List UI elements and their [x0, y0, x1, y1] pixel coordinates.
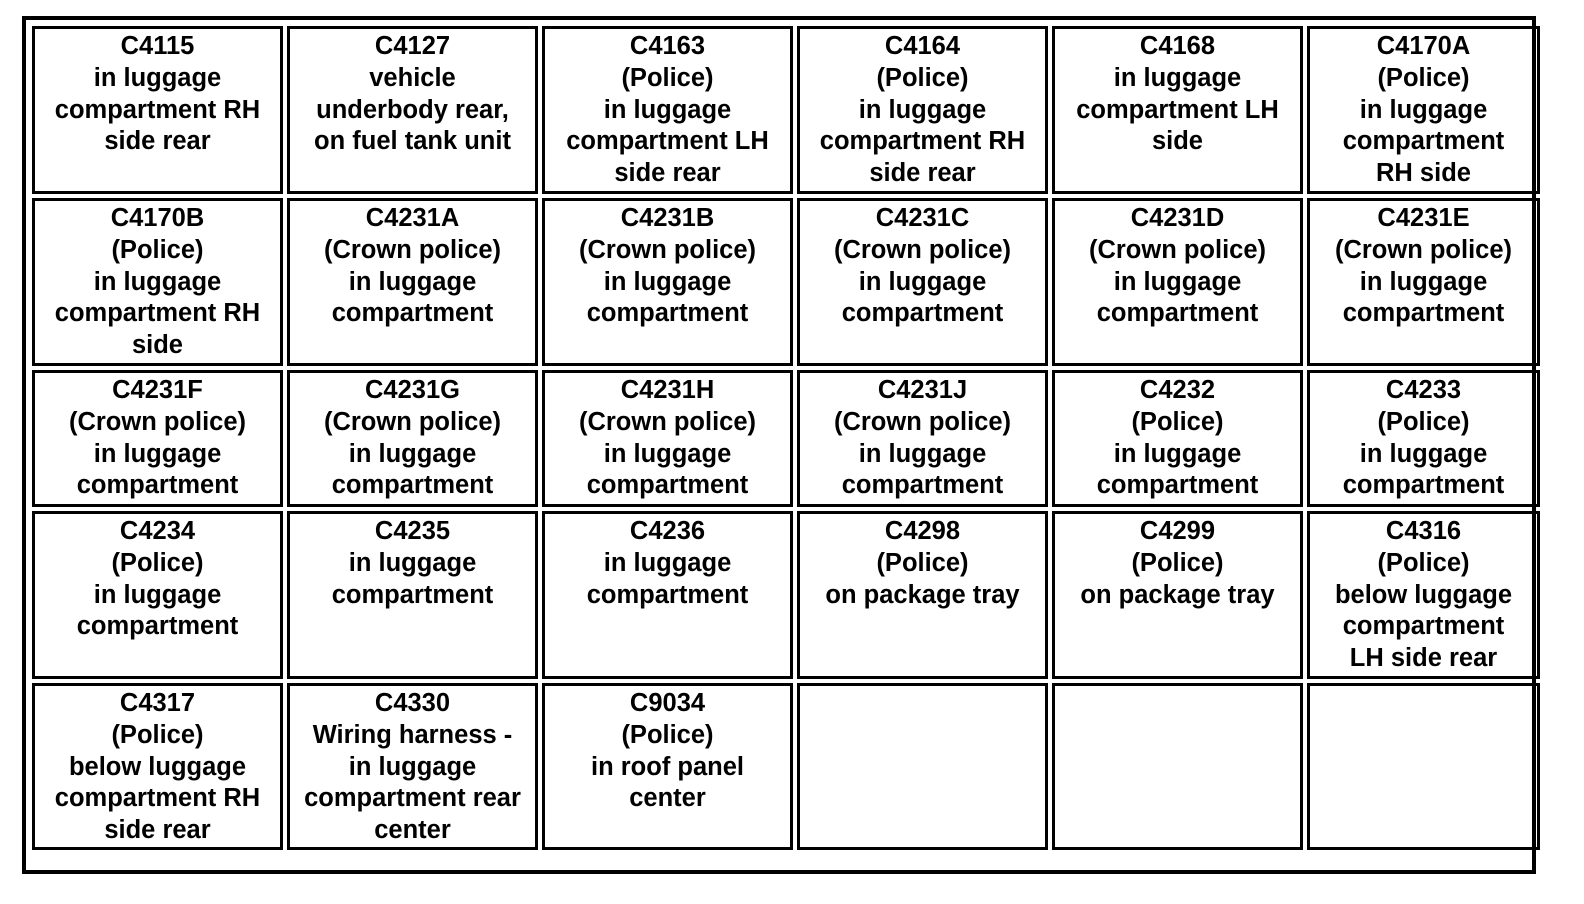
connector-cell [542, 511, 793, 679]
connector-cell [287, 198, 538, 366]
empty-cell [1052, 683, 1303, 850]
connector-cell-text: C4299 (Police) on package tray [1080, 517, 1275, 609]
connector-cell-text: C4231D (Crown police) in luggage compartment [1088, 204, 1267, 328]
connector-cell-text: C4170A (Police) in luggage compartment RH side [1342, 32, 1505, 188]
connector-cell-text: C4231A (Crown police) in luggage compartment [323, 204, 502, 328]
connector-cell-text: C4231B (Crown police) in luggage compartment [578, 204, 757, 328]
connector-cell-text: C4231C (Crown police) in luggage compartment [833, 204, 1012, 328]
connector-cell [287, 511, 538, 679]
connector-cell-text: C4163 (Police) in luggage compartment LH side rear [566, 32, 769, 188]
connector-cell [1307, 511, 1540, 679]
connector-cell [797, 26, 1048, 194]
connector-cell-text: C4231E (Crown police) in luggage compartment [1334, 204, 1513, 328]
connector-cell [542, 198, 793, 366]
connector-cell-text: C4234 (Police) in luggage compartment [76, 517, 239, 641]
empty-cell [1307, 683, 1540, 850]
connector-cell-text: C4235 in luggage compartment [331, 517, 494, 609]
connector-cell [287, 370, 538, 507]
connector-cell-text: C4317 (Police) below luggage compartment RH side rear [54, 689, 261, 845]
connector-cell-text: C4298 (Police) on package tray [825, 517, 1020, 609]
connector-cell-text: C4115 in luggage compartment RH side rear [54, 32, 261, 156]
connector-cell [797, 370, 1048, 507]
empty-cell [797, 683, 1048, 850]
connector-cell [1052, 198, 1303, 366]
connector-cell-text: C4316 (Police) below luggage compartment LH side rear [1334, 517, 1513, 673]
connector-cell-text: C4236 in luggage compartment [586, 517, 749, 609]
connector-cell-text: C4233 (Police) in luggage compartment [1342, 376, 1505, 500]
connector-cell [32, 26, 283, 194]
connector-cell [542, 370, 793, 507]
connector-cell-text: C4330 Wiring harness - in luggage compartment rear center [304, 689, 521, 845]
connector-cell [1307, 198, 1540, 366]
connector-cell-text: C4231H (Crown police) in luggage compartment [578, 376, 757, 500]
connector-grid [30, 24, 1528, 866]
connector-cell-text: C4164 (Police) in luggage compartment RH side rear [819, 32, 1026, 188]
connector-cell [542, 26, 793, 194]
connector-cell [542, 683, 793, 850]
connector-cell [287, 26, 538, 194]
connector-cell-text: C4231F (Crown police) in luggage compartment [68, 376, 247, 500]
connector-cell-text: C4231G (Crown police) in luggage compartment [323, 376, 502, 500]
connector-cell [32, 683, 283, 850]
connector-cell-text: C9034 (Police) in roof panel center [591, 689, 744, 813]
connector-cell [1052, 370, 1303, 507]
connector-cell-text: C4127 vehicle underbody rear, on fuel tank unit [314, 32, 511, 156]
connector-cell-text: C4231J (Crown police) in luggage compartment [833, 376, 1012, 500]
connector-cell-text: C4170B (Police) in luggage compartment RH side [54, 204, 261, 360]
connector-cell [1052, 26, 1303, 194]
connector-cell [1307, 26, 1540, 194]
connector-cell-text: C4168 in luggage compartment LH side [1076, 32, 1279, 156]
connector-cell [1052, 511, 1303, 679]
connector-cell [32, 198, 283, 366]
connector-cell [797, 198, 1048, 366]
connector-cell [797, 511, 1048, 679]
connector-cell [32, 370, 283, 507]
connector-cell [1307, 370, 1540, 507]
connector-cell-text: C4232 (Police) in luggage compartment [1096, 376, 1259, 500]
connector-cell [32, 511, 283, 679]
connector-location-table [22, 16, 1536, 874]
connector-cell [287, 683, 538, 850]
